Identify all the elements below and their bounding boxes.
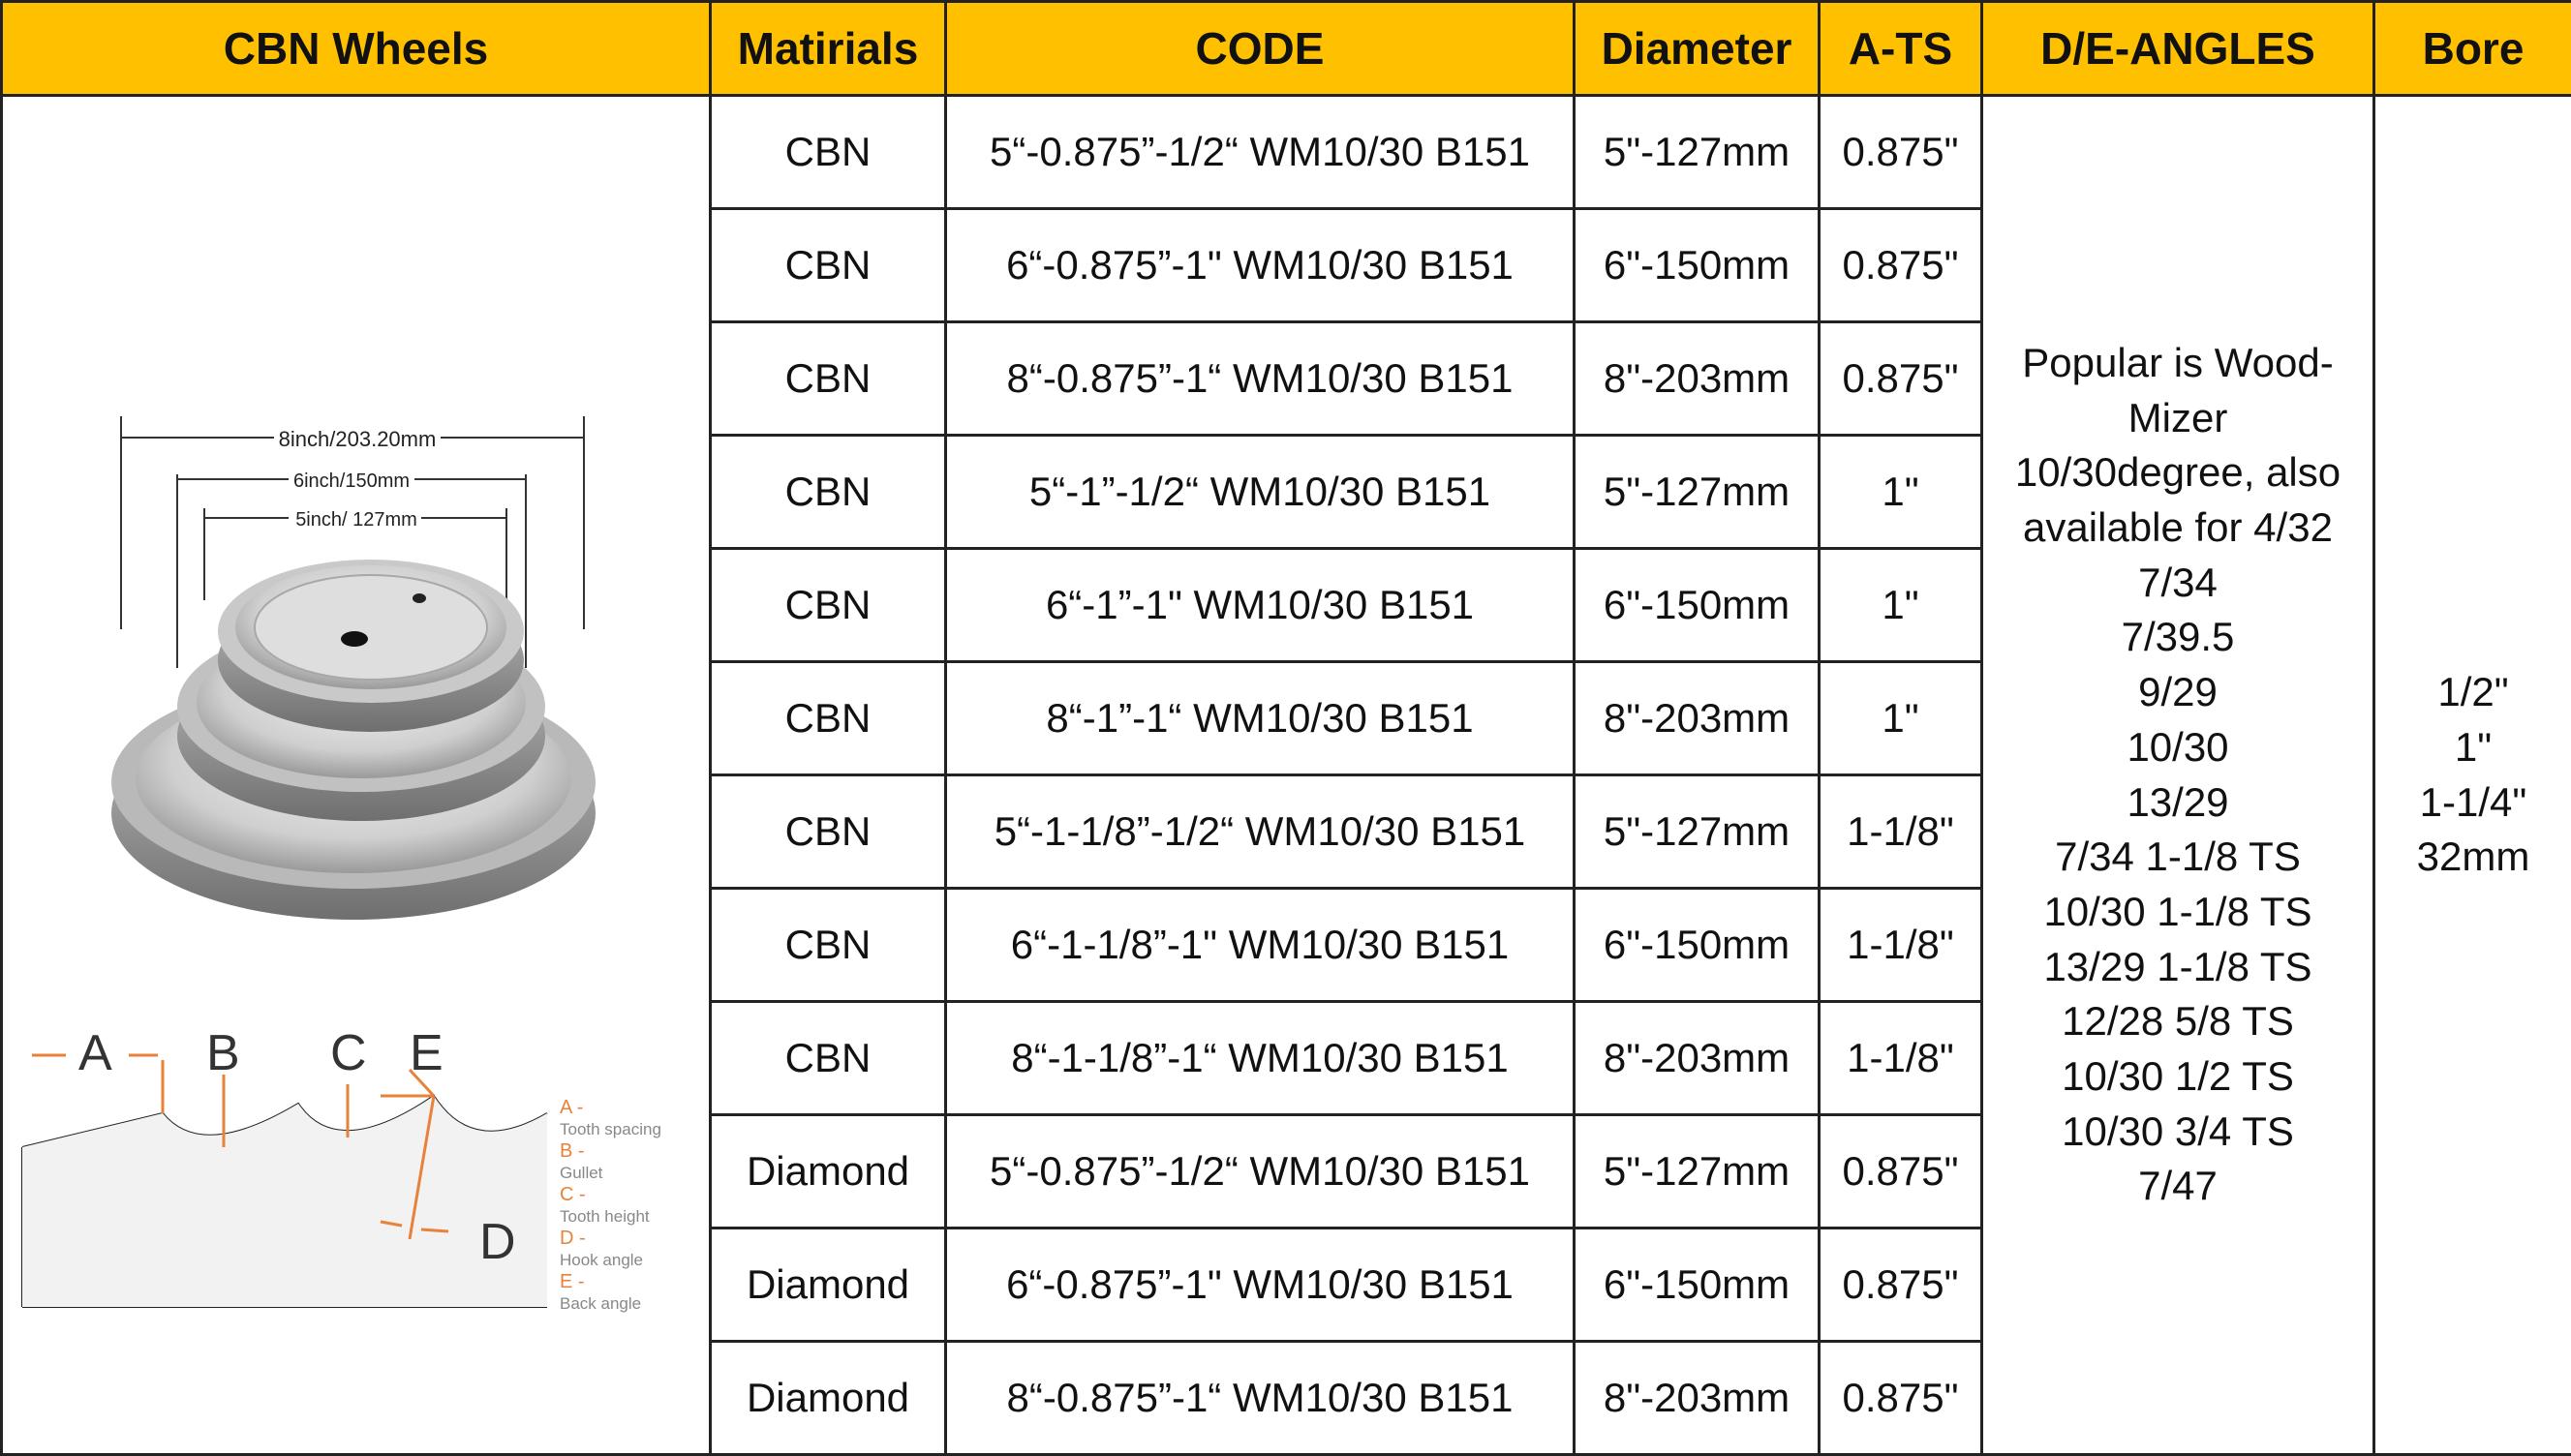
- cell-material: CBN: [711, 1002, 946, 1115]
- cell-diameter: 8"-203mm: [1575, 1002, 1820, 1115]
- cell-code: 5“-0.875”-1/2“ WM10/30 B151: [946, 96, 1575, 209]
- cell-ats: 0.875": [1820, 96, 1982, 209]
- legend-label-e: Back angle: [560, 1294, 641, 1313]
- legend-key-e: E -: [560, 1271, 585, 1292]
- cell-ats: 0.875": [1820, 1115, 1982, 1228]
- angles-line: Popular is Wood-: [1983, 336, 2372, 391]
- header-materials: Matirials: [711, 2, 946, 96]
- header-row: [2, 2, 2571, 96]
- angles-line: 10/30 3/4 TS: [1983, 1105, 2372, 1160]
- angles-line: 7/47: [1983, 1159, 2372, 1214]
- bore-line: 1/2": [2375, 665, 2571, 720]
- angles-line: 10/30degree, also: [1983, 445, 2372, 500]
- angles-line: 7/39.5: [1983, 610, 2372, 665]
- cell-code: 5“-1”-1/2“ WM10/30 B151: [946, 436, 1575, 549]
- cell-diameter: 6"-150mm: [1575, 549, 1820, 662]
- cell-diameter: 6"-150mm: [1575, 889, 1820, 1002]
- cell-ats: 0.875": [1820, 1228, 1982, 1342]
- legend-key-c: C -: [560, 1184, 586, 1205]
- cell-code: 6“-0.875”-1" WM10/30 B151: [946, 209, 1575, 322]
- tooth-letter-a: A: [78, 1025, 112, 1081]
- cell-diameter: 8"-203mm: [1575, 662, 1820, 775]
- cell-ats: 0.875": [1820, 322, 1982, 436]
- cell-diameter: 6"-150mm: [1575, 1228, 1820, 1342]
- legend-key-a: A -: [560, 1097, 583, 1118]
- cell-code: 6“-0.875”-1" WM10/30 B151: [946, 1228, 1575, 1342]
- angles-line: 9/29: [1983, 665, 2372, 720]
- bore-line: 1": [2375, 720, 2571, 775]
- cell-code: 6“-1-1/8”-1" WM10/30 B151: [946, 889, 1575, 1002]
- tooth-letter-e: E: [410, 1025, 444, 1081]
- cell-material: Diamond: [711, 1228, 946, 1342]
- cell-diameter: 5"-127mm: [1575, 96, 1820, 209]
- cell-code: 6“-1”-1" WM10/30 B151: [946, 549, 1575, 662]
- cell-code: 8“-0.875”-1“ WM10/30 B151: [946, 1342, 1575, 1455]
- cell-material: CBN: [711, 775, 946, 889]
- angles-line: 10/30: [1983, 720, 2372, 775]
- cell-ats: 0.875": [1820, 209, 1982, 322]
- cell-material: Diamond: [711, 1115, 946, 1228]
- dimension-label-8inch: 8inch/203.20mm: [279, 427, 437, 451]
- cbn-wheels-image: [80, 310, 652, 939]
- cell-material: CBN: [711, 889, 946, 1002]
- cell-material: CBN: [711, 96, 946, 209]
- bore-line: 32mm: [2375, 830, 2571, 885]
- header-bore: Bore: [2374, 2, 2571, 96]
- cell-ats: 1-1/8": [1820, 775, 1982, 889]
- header-ats: A-TS: [1820, 2, 1982, 96]
- cell-diameter: 8"-203mm: [1575, 322, 1820, 436]
- cell-diameter: 5"-127mm: [1575, 775, 1820, 889]
- legend-key-d: D -: [560, 1228, 586, 1249]
- cell-code: 8“-0.875”-1“ WM10/30 B151: [946, 322, 1575, 436]
- cell-diameter: 5"-127mm: [1575, 436, 1820, 549]
- cell-ats: 1-1/8": [1820, 889, 1982, 1002]
- cell-code: 5“-1-1/8”-1/2“ WM10/30 B151: [946, 775, 1575, 889]
- table-row: [2, 96, 2571, 209]
- cell-material: CBN: [711, 549, 946, 662]
- tooth-letter-d: D: [479, 1214, 516, 1270]
- legend-label-a: Tooth spacing: [560, 1120, 661, 1138]
- cell-material: CBN: [711, 662, 946, 775]
- cell-ats: 1-1/8": [1820, 1002, 1982, 1115]
- cell-ats: 0.875": [1820, 1342, 1982, 1455]
- cell-diameter: 5"-127mm: [1575, 1115, 1820, 1228]
- cell-ats: 1": [1820, 662, 1982, 775]
- cell-material: Diamond: [711, 1342, 946, 1455]
- angles-line: 13/29 1-1/8 TS: [1983, 940, 2372, 995]
- bore-line: 1-1/4": [2375, 775, 2571, 831]
- cell-diameter: 6"-150mm: [1575, 209, 1820, 322]
- cell-diameter: 8"-203mm: [1575, 1342, 1820, 1455]
- header-diameter: Diameter: [1575, 2, 1820, 96]
- cell-code: 8“-1-1/8”-1“ WM10/30 B151: [946, 1002, 1575, 1115]
- header-angles: D/E-ANGLES: [1982, 2, 2374, 96]
- cell-code: 8“-1”-1“ WM10/30 B151: [946, 662, 1575, 775]
- angles-line: 7/34: [1983, 556, 2372, 611]
- tooth-legend: [560, 1097, 661, 1313]
- angles-line: 10/30 1/2 TS: [1983, 1049, 2372, 1105]
- tooth-profile-diagram: [3, 968, 700, 1326]
- product-image-cell: [2, 96, 711, 1455]
- dimension-label-5inch: 5inch/ 127mm: [295, 509, 417, 531]
- angles-cell: [1982, 96, 2374, 1455]
- angles-line: 7/34 1-1/8 TS: [1983, 830, 2372, 885]
- cell-ats: 1": [1820, 436, 1982, 549]
- legend-label-b: Gullet: [560, 1164, 603, 1182]
- angles-line: 13/29: [1983, 775, 2372, 831]
- cell-ats: 1": [1820, 549, 1982, 662]
- tooth-letter-c: C: [330, 1025, 367, 1081]
- header-code: CODE: [946, 2, 1575, 96]
- legend-label-d: Hook angle: [560, 1251, 643, 1269]
- legend-label-c: Tooth height: [560, 1207, 650, 1226]
- cell-material: CBN: [711, 209, 946, 322]
- angles-line: 10/30 1-1/8 TS: [1983, 885, 2372, 940]
- cell-code: 5“-0.875”-1/2“ WM10/30 B151: [946, 1115, 1575, 1228]
- bore-cell: [2374, 96, 2571, 1455]
- cell-material: CBN: [711, 436, 946, 549]
- dimension-label-6inch: 6inch/150mm: [293, 470, 410, 492]
- angles-line: 12/28 5/8 TS: [1983, 994, 2372, 1049]
- tooth-letter-b: B: [206, 1025, 240, 1081]
- cell-material: CBN: [711, 322, 946, 436]
- angles-line: available for 4/32: [1983, 500, 2372, 556]
- legend-key-b: B -: [560, 1140, 585, 1162]
- angles-line: Mizer: [1983, 391, 2372, 446]
- header-cbn-wheels: CBN Wheels: [2, 2, 711, 96]
